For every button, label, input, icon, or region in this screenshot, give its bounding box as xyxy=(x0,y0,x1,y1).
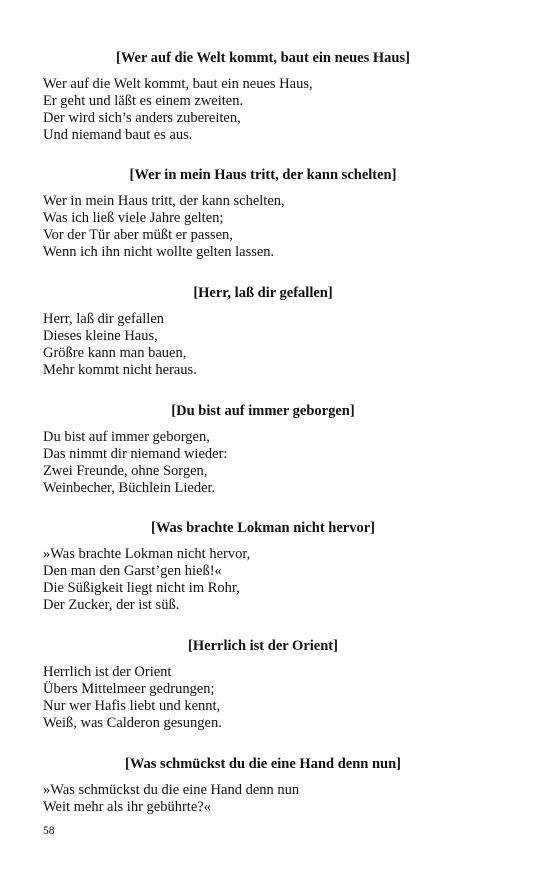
poem-line: Nur wer Hafis liebt und kennt, xyxy=(43,698,221,714)
page-number: 58 xyxy=(43,825,55,837)
poem-line: Vor der Tür aber müßt er passen, xyxy=(43,227,233,243)
poem-stanza xyxy=(43,311,483,379)
poem-3 xyxy=(43,284,483,379)
poem-title: [Was brachte Lokman nicht hervor] xyxy=(151,520,375,536)
poem-2 xyxy=(43,166,483,261)
poem-line: Und niemand baut es aus. xyxy=(43,127,193,143)
poem-line: Weit mehr als ihr gebührte?« xyxy=(43,799,211,815)
poem-stanza xyxy=(43,546,483,614)
poem-line: Der Zucker, der ist süß. xyxy=(43,597,180,613)
poem-title: [Herr, laß dir gefallen] xyxy=(193,285,333,301)
poem-line: Die Süßigkeit liegt nicht im Rohr, xyxy=(43,580,240,596)
poem-line: Zwei Freunde, ohne Sorgen, xyxy=(43,463,208,479)
poem-line: »Was schmückst du die eine Hand denn nun xyxy=(43,782,300,798)
poem-stanza xyxy=(43,193,483,261)
poem-title: [Wer auf die Welt kommt, baut ein neues Haus] xyxy=(116,50,410,66)
poem-line: Herrlich ist der Orient xyxy=(43,664,172,680)
poem-line: »Was brachte Lokman nicht hervor, xyxy=(43,546,251,562)
poem-line: Du bist auf immer geborgen, xyxy=(43,429,210,445)
poem-line: Übers Mittelmeer gedrungen; xyxy=(43,681,215,697)
poem-line: Wer auf die Welt kommt, baut ein neues Haus, xyxy=(43,76,313,92)
poem-line: Was ich ließ viele Jahre gelten; xyxy=(43,210,224,226)
poem-line: Er geht und läßt es einem zweiten. xyxy=(43,93,244,109)
poem-line: Das nimmt dir niemand wieder: xyxy=(43,446,228,462)
poem-line: Weiß, was Calderon gesungen. xyxy=(43,715,222,731)
poem-line: Mehr kommt nicht heraus. xyxy=(43,362,197,378)
poem-6 xyxy=(43,637,483,732)
poem-4 xyxy=(43,402,483,497)
poem-line: Den man den Garst’gen hieß!« xyxy=(43,563,222,579)
poem-stanza xyxy=(43,664,483,732)
poem-title: [Was schmückst du die eine Hand denn nun] xyxy=(125,756,401,772)
poem-line: Wer in mein Haus tritt, der kann schelten, xyxy=(43,193,285,209)
poem-line: Weinbecher, Büchlein Lieder. xyxy=(43,480,216,496)
poem-title: [Herrlich ist der Orient] xyxy=(188,638,338,654)
poem-7 xyxy=(43,755,483,816)
poem-line: Der wird sich’s anders zubereiten, xyxy=(43,110,241,126)
poem-stanza xyxy=(43,429,483,497)
poem-1 xyxy=(43,49,483,144)
poem-line: Herr, laß dir gefallen xyxy=(43,311,164,327)
poem-title: [Wer in mein Haus tritt, der kann schelten] xyxy=(129,167,397,183)
poem-line: Größre kann man bauen, xyxy=(43,345,187,361)
poem-line: Dieses kleine Haus, xyxy=(43,328,158,344)
poem-stanza xyxy=(43,782,483,816)
poem-title: [Du bist auf immer geborgen] xyxy=(171,403,355,419)
poem-stanza xyxy=(43,76,483,144)
poem-5 xyxy=(43,519,483,614)
poem-line: Wenn ich ihn nicht wollte gelten lassen. xyxy=(43,244,275,260)
